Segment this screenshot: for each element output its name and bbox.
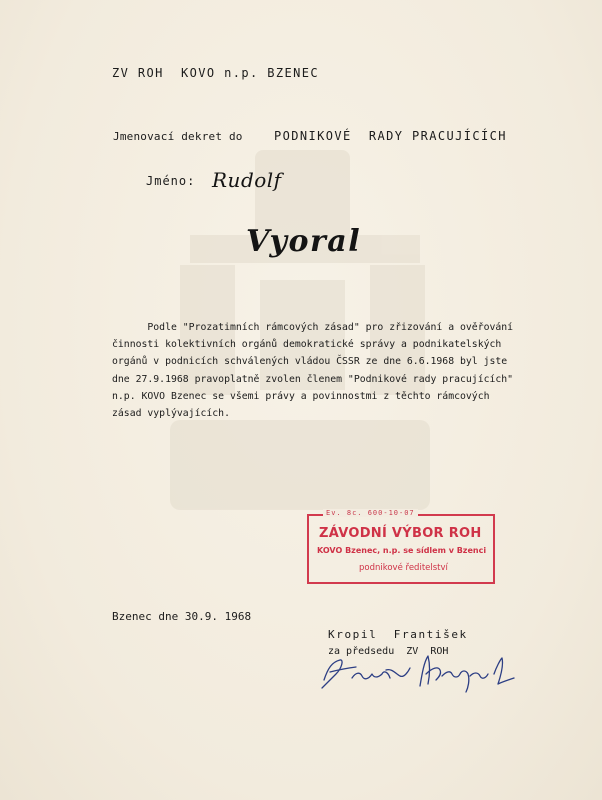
stamp-line2: KOVO Bzenec, n.p. se sídlem v Bzenci: [317, 546, 487, 555]
name-label: Jméno:: [146, 174, 196, 188]
decree-body-name: PODNIKOVÉ RADY PRACUJÍCÍCH: [274, 129, 507, 143]
place-date: Bzenec dne 30.9. 1968: [112, 610, 252, 623]
stamp-registration: Ev. 8c. 600-10-07: [323, 509, 418, 517]
decree-paragraph: Podle "Prozatimních rámcových zásad" pro zřizování a ověřování činnosti kolektivních orgánů demokratické správy a podnikatelských orgánů v podnicích schválených vládou ČSSR ze dne 6.6.1968 byl jste dne 27.9.1968 pravoplatně zvolen členem "Podnikové rady pracujících" n.p. KOVO Bzenec se všemi právy a povinnostmi z těchto rámcových zásad vyplývajících.: [112, 322, 514, 420]
handwritten-signature: [318, 650, 518, 694]
official-stamp: [307, 509, 495, 584]
signatory-name: Kropil František: [328, 628, 468, 641]
stamp-title: ZÁVODNÍ VÝBOR ROH: [319, 526, 482, 541]
first-name: Rudolf: [212, 168, 282, 192]
decree-label: Jmenovací dekret do: [113, 130, 243, 143]
signatory-role: za předsedu ZV ROH: [328, 646, 449, 657]
issuer-header: ZV ROH KOVO n.p. BZENEC: [112, 66, 319, 80]
surname: Vyoral: [246, 224, 362, 259]
stamp-line3: podnikové ředitelství: [359, 563, 448, 573]
